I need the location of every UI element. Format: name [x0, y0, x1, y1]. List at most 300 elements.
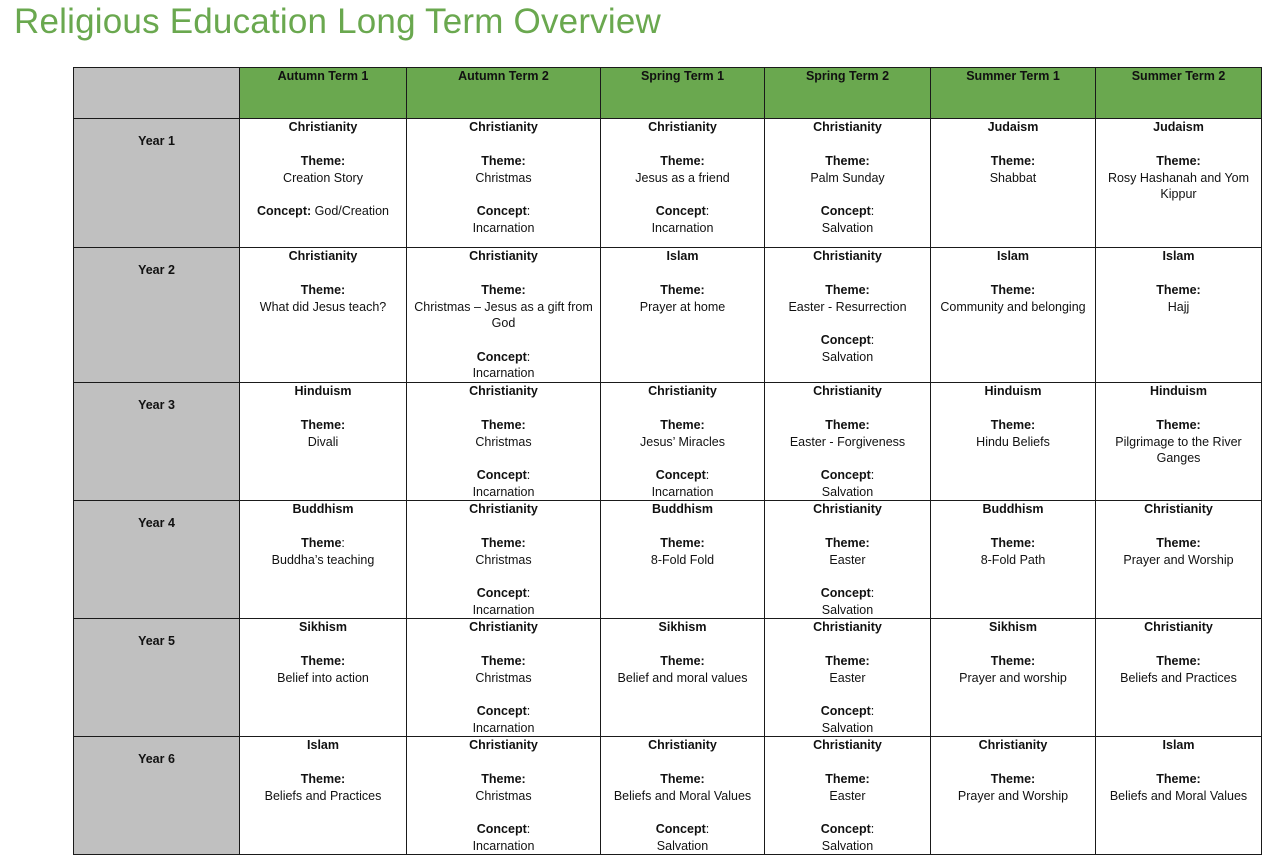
- spacer: [410, 400, 597, 417]
- term-cell: [1096, 383, 1262, 501]
- theme-value: Christmas: [475, 170, 532, 185]
- concept-heading: [410, 467, 597, 484]
- term-cell: [407, 383, 601, 501]
- concept-value: Salvation: [821, 838, 874, 853]
- theme-value: Beliefs and Moral Values: [1109, 788, 1248, 803]
- concept-value: Salvation: [821, 220, 874, 235]
- theme-heading: [410, 153, 597, 170]
- theme-heading: [243, 417, 403, 434]
- concept-label: Concept: [655, 204, 706, 218]
- term-cell: [931, 501, 1096, 619]
- religion-name: Buddhism: [651, 502, 714, 516]
- concept-value: Salvation: [821, 720, 874, 735]
- religion-name: Christianity: [648, 384, 717, 398]
- theme-heading: [243, 282, 403, 299]
- column-header: Spring Term 1: [601, 68, 765, 119]
- concept-colon: :: [705, 822, 710, 836]
- concept-label: Concept: [476, 822, 527, 836]
- theme-value: Shabbat: [989, 170, 1037, 185]
- spacer: [243, 518, 403, 535]
- concept-label: Concept: [820, 704, 871, 718]
- term-cell: [601, 619, 765, 737]
- theme-label: Theme:: [481, 772, 526, 786]
- theme-value: Beliefs and Practices: [264, 788, 382, 803]
- concept-value: Incarnation: [472, 602, 535, 617]
- theme-label: Theme:: [660, 772, 705, 786]
- theme-heading: [410, 771, 597, 788]
- spacer: [243, 754, 403, 771]
- theme-label: Theme:: [660, 418, 705, 432]
- term-cell: [240, 619, 407, 737]
- spacer: [768, 450, 927, 467]
- year-label: Year 6: [74, 737, 240, 855]
- spacer: [604, 136, 761, 153]
- theme-heading: [604, 153, 761, 170]
- concept-heading: [768, 703, 927, 720]
- religion-name: Sikhism: [658, 620, 707, 634]
- religion-name: Christianity: [469, 502, 538, 516]
- concept-colon: :: [526, 349, 531, 364]
- theme-label: Theme:: [825, 283, 870, 297]
- theme-value: Easter: [829, 552, 866, 567]
- theme-value: Christmas: [475, 670, 532, 685]
- theme-heading: [410, 653, 597, 670]
- concept-label: Concept: [820, 822, 871, 836]
- concept-value: Incarnation: [472, 366, 535, 380]
- religion-name: Christianity: [288, 249, 358, 263]
- concept-value: Salvation: [821, 602, 874, 617]
- spacer: [604, 754, 761, 771]
- table-row: [74, 619, 1262, 737]
- term-cell: [765, 737, 931, 855]
- spacer: [1099, 636, 1258, 653]
- theme-value: Belief and moral values: [617, 670, 748, 685]
- spacer: [768, 568, 927, 585]
- concept-heading: [410, 203, 597, 220]
- concept-heading: [604, 203, 761, 220]
- term-cell: [240, 119, 407, 248]
- religion-name: Christianity: [813, 502, 882, 516]
- year-label: Year 5: [74, 619, 240, 737]
- concept-heading: [410, 349, 597, 366]
- theme-value: Christmas – Jesus as a gift from God: [414, 299, 593, 330]
- religion-name: Christianity: [813, 120, 882, 134]
- spacer: [1099, 754, 1258, 771]
- theme-heading: [1099, 653, 1258, 670]
- theme-value: Community and belonging: [940, 299, 1086, 314]
- term-cell: [601, 501, 765, 619]
- spacer: [934, 518, 1092, 535]
- theme-label: Theme:: [990, 418, 1036, 432]
- concept-label: Concept:: [256, 204, 312, 218]
- theme-value: Beliefs and Practices: [1120, 670, 1237, 685]
- column-header: Spring Term 2: [765, 68, 931, 119]
- concept-colon: :: [870, 822, 875, 836]
- theme-value: Christmas: [475, 788, 532, 803]
- theme-heading: [934, 535, 1092, 552]
- spacer: [243, 186, 403, 203]
- theme-label: Theme:: [1156, 772, 1201, 786]
- religion-name: Buddhism: [982, 502, 1044, 516]
- spacer: [768, 518, 927, 535]
- religion-name: Hinduism: [1150, 384, 1207, 398]
- theme-value: Palm Sunday: [810, 170, 885, 185]
- concept-label: Concept: [820, 333, 871, 347]
- concept-colon: :: [705, 468, 710, 482]
- concept-heading: [410, 821, 597, 838]
- term-cell: [601, 383, 765, 501]
- column-header: Summer Term 1: [931, 68, 1096, 119]
- theme-heading: [1099, 417, 1258, 434]
- term-cell: [407, 119, 601, 248]
- concept-label: Concept: [820, 586, 871, 600]
- concept-heading: [768, 332, 927, 349]
- theme-label: Theme:: [300, 283, 346, 297]
- theme-label: Theme:: [825, 154, 870, 168]
- theme-value: Buddha’s teaching: [271, 552, 375, 567]
- concept-value: Incarnation: [472, 720, 535, 735]
- spacer: [768, 754, 927, 771]
- concept-heading: [768, 821, 927, 838]
- concept-value: Incarnation: [472, 838, 535, 853]
- concept-value: Salvation: [821, 484, 874, 499]
- theme-heading: [604, 771, 761, 788]
- concept-colon: :: [870, 704, 875, 718]
- spacer: [768, 686, 927, 703]
- spacer: [768, 636, 927, 653]
- concept-value: Incarnation: [472, 484, 535, 499]
- religion-name: Christianity: [813, 249, 882, 263]
- term-cell: [240, 501, 407, 619]
- theme-label: Theme:: [660, 536, 705, 550]
- concept-heading: [410, 585, 597, 602]
- religion-name: Christianity: [978, 738, 1048, 752]
- term-cell: [1096, 248, 1262, 383]
- term-cell: [1096, 119, 1262, 248]
- theme-label: Theme:: [825, 536, 870, 550]
- concept-colon: :: [870, 468, 875, 482]
- concept-label: Concept: [476, 704, 527, 718]
- theme-heading: [243, 653, 403, 670]
- theme-heading: [243, 535, 403, 552]
- theme-heading: [934, 153, 1092, 170]
- theme-label: Theme:: [481, 283, 526, 297]
- term-cell: [240, 248, 407, 383]
- term-cell: [765, 119, 931, 248]
- theme-label: Theme:: [660, 654, 705, 668]
- theme-heading: [768, 535, 927, 552]
- concept-value: God/Creation: [314, 204, 389, 218]
- theme-label: Theme:: [481, 536, 526, 550]
- theme-label: Theme:: [1156, 154, 1201, 168]
- concept-label: Concept: [820, 204, 871, 218]
- concept-colon: :: [526, 586, 531, 600]
- theme-heading: [1099, 535, 1258, 552]
- religion-name: Christianity: [469, 120, 538, 134]
- concept-colon: :: [526, 468, 531, 482]
- theme-value: Jesus as a friend: [635, 170, 730, 185]
- theme-label: Theme:: [300, 154, 346, 168]
- term-cell: [1096, 501, 1262, 619]
- religion-name: Judaism: [987, 120, 1039, 134]
- theme-label: Theme:: [481, 418, 526, 432]
- religion-name: Sikhism: [989, 620, 1037, 634]
- theme-value: Divali: [307, 434, 339, 449]
- spacer: [243, 136, 403, 153]
- theme-heading: [1099, 771, 1258, 788]
- theme-value: Easter: [829, 670, 866, 685]
- year-label: Year 2: [74, 248, 240, 383]
- concept-heading: [410, 703, 597, 720]
- concept-label: Concept: [476, 349, 527, 364]
- year-label: Year 4: [74, 501, 240, 619]
- column-header: Summer Term 2: [1096, 68, 1262, 119]
- theme-colon: :: [341, 536, 345, 550]
- concept-heading: [604, 467, 761, 484]
- term-cell: [931, 248, 1096, 383]
- theme-heading: [604, 653, 761, 670]
- concept-label: Concept: [476, 204, 527, 218]
- theme-label: Theme:: [990, 772, 1036, 786]
- theme-value: Prayer at home: [639, 299, 726, 314]
- theme-heading: [1099, 282, 1258, 299]
- religion-name: Christianity: [469, 738, 538, 752]
- concept-value: Incarnation: [651, 484, 714, 499]
- term-cell: [407, 737, 601, 855]
- concept-colon: :: [526, 204, 531, 218]
- religion-name: Islam: [997, 249, 1029, 263]
- concept-label: Concept: [476, 468, 527, 482]
- term-cell: [765, 248, 931, 383]
- term-cell: [931, 119, 1096, 248]
- theme-label: Theme:: [990, 154, 1036, 168]
- header-row: [74, 68, 1262, 119]
- theme-label: Theme:: [990, 536, 1036, 550]
- theme-label: Theme: [301, 536, 342, 550]
- spacer: [1099, 265, 1258, 282]
- theme-heading: [604, 535, 761, 552]
- theme-label: Theme:: [481, 654, 526, 668]
- religion-name: Sikhism: [299, 620, 347, 634]
- theme-value: Hajj: [1167, 299, 1190, 314]
- theme-heading: [410, 417, 597, 434]
- theme-value: Easter: [829, 788, 866, 803]
- theme-label: Theme:: [481, 154, 526, 168]
- concept-value: Incarnation: [472, 220, 535, 235]
- spacer: [1099, 518, 1258, 535]
- theme-heading: [768, 771, 927, 788]
- spacer: [410, 568, 597, 585]
- term-cell: [240, 737, 407, 855]
- theme-heading: [934, 282, 1092, 299]
- spacer: [410, 186, 597, 203]
- theme-value: Beliefs and Moral Values: [613, 788, 752, 803]
- term-cell: [601, 737, 765, 855]
- theme-heading: [934, 417, 1092, 434]
- theme-value: Christmas: [475, 552, 532, 567]
- page-title: Religious Education Long Term Overview: [14, 2, 661, 41]
- religion-name: Christianity: [813, 738, 882, 752]
- theme-value: Pilgrimage to the River Ganges: [1115, 434, 1242, 465]
- theme-label: Theme:: [300, 654, 346, 668]
- spacer: [768, 315, 927, 332]
- religion-name: Buddhism: [292, 502, 354, 516]
- religion-name: Hinduism: [984, 384, 1042, 398]
- concept-heading: [604, 821, 761, 838]
- theme-value: Prayer and Worship: [1123, 552, 1234, 567]
- spacer: [410, 686, 597, 703]
- concept-colon: :: [705, 204, 710, 218]
- term-cell: [240, 383, 407, 501]
- concept-line: [243, 203, 403, 220]
- theme-label: Theme:: [300, 772, 346, 786]
- religion-name: Islam: [1162, 738, 1195, 752]
- term-cell: [407, 248, 601, 383]
- religion-name: Christianity: [469, 384, 538, 398]
- concept-label: Concept: [820, 468, 871, 482]
- religion-name: Hinduism: [294, 384, 352, 398]
- spacer: [410, 804, 597, 821]
- theme-heading: [934, 771, 1092, 788]
- spacer: [243, 265, 403, 282]
- concept-label: Concept: [476, 586, 527, 600]
- theme-label: Theme:: [1156, 654, 1201, 668]
- spacer: [604, 804, 761, 821]
- column-header: Autumn Term 1: [240, 68, 407, 119]
- term-cell: [407, 501, 601, 619]
- religion-name: Islam: [666, 249, 699, 263]
- concept-value: Salvation: [656, 838, 709, 853]
- term-cell: [601, 119, 765, 248]
- term-cell: [765, 383, 931, 501]
- table-row: [74, 501, 1262, 619]
- theme-heading: [410, 282, 597, 299]
- theme-value: Prayer and worship: [959, 670, 1067, 685]
- religion-name: Christianity: [813, 620, 882, 634]
- year-label: Year 1: [74, 119, 240, 248]
- theme-label: Theme:: [990, 283, 1036, 297]
- term-cell: [1096, 619, 1262, 737]
- theme-label: Theme:: [1156, 283, 1201, 297]
- theme-heading: [243, 153, 403, 170]
- spacer: [243, 636, 403, 653]
- spacer: [604, 265, 761, 282]
- spacer: [934, 754, 1092, 771]
- concept-label: Concept: [655, 468, 706, 482]
- theme-heading: [768, 417, 927, 434]
- theme-label: Theme:: [660, 154, 705, 168]
- theme-value: Christmas: [475, 434, 532, 449]
- religion-name: Islam: [307, 738, 339, 752]
- spacer: [410, 636, 597, 653]
- theme-value: Prayer and Worship: [957, 788, 1069, 803]
- theme-label: Theme:: [1156, 418, 1201, 432]
- theme-heading: [768, 653, 927, 670]
- spacer: [934, 265, 1092, 282]
- theme-value: Creation Story: [283, 170, 363, 185]
- religion-name: Judaism: [1153, 120, 1204, 134]
- spacer: [768, 136, 927, 153]
- term-cell: [931, 737, 1096, 855]
- spacer: [410, 265, 597, 282]
- theme-label: Theme:: [1156, 536, 1201, 550]
- theme-heading: [768, 153, 927, 170]
- term-cell: [765, 619, 931, 737]
- religion-name: Christianity: [469, 620, 538, 634]
- concept-value: Incarnation: [651, 220, 714, 235]
- theme-value: Easter - Resurrection: [788, 299, 907, 314]
- term-cell: [931, 619, 1096, 737]
- spacer: [243, 400, 403, 417]
- religion-name: Christianity: [469, 249, 538, 263]
- theme-heading: [243, 771, 403, 788]
- spacer: [934, 136, 1092, 153]
- spacer: [768, 400, 927, 417]
- spacer: [604, 450, 761, 467]
- theme-value: Hindu Beliefs: [976, 434, 1050, 449]
- concept-colon: :: [526, 704, 531, 718]
- theme-value: Easter - Forgiveness: [789, 434, 906, 449]
- concept-colon: :: [870, 586, 875, 600]
- theme-heading: [604, 417, 761, 434]
- theme-label: Theme:: [825, 654, 870, 668]
- corner-cell: [74, 68, 240, 119]
- concept-value: Salvation: [821, 349, 874, 364]
- spacer: [604, 400, 761, 417]
- theme-value: What did Jesus teach?: [259, 299, 387, 314]
- theme-heading: [410, 535, 597, 552]
- year-label: Year 3: [74, 383, 240, 501]
- theme-heading: [768, 282, 927, 299]
- theme-label: Theme:: [825, 418, 870, 432]
- concept-heading: [768, 467, 927, 484]
- spacer: [934, 636, 1092, 653]
- table-row: [74, 737, 1262, 855]
- spacer: [410, 450, 597, 467]
- table-row: [74, 383, 1262, 501]
- theme-value: 8-Fold Path: [980, 552, 1046, 567]
- spacer: [768, 804, 927, 821]
- theme-heading: [934, 653, 1092, 670]
- spacer: [604, 186, 761, 203]
- spacer: [604, 636, 761, 653]
- column-header: Autumn Term 2: [407, 68, 601, 119]
- religion-name: Christianity: [288, 120, 358, 134]
- spacer: [768, 186, 927, 203]
- concept-colon: :: [870, 204, 875, 218]
- concept-heading: [768, 203, 927, 220]
- concept-colon: :: [870, 333, 875, 347]
- overview-table: [73, 67, 1262, 855]
- religion-name: Christianity: [648, 120, 717, 134]
- spacer: [410, 518, 597, 535]
- religion-name: Christianity: [648, 738, 717, 752]
- theme-value: Rosy Hashanah and Yom Kippur: [1107, 170, 1250, 201]
- theme-label: Theme:: [990, 654, 1036, 668]
- table-row: [74, 248, 1262, 383]
- concept-colon: :: [526, 822, 531, 836]
- religion-name: Christianity: [1144, 502, 1213, 516]
- term-cell: [601, 248, 765, 383]
- spacer: [410, 754, 597, 771]
- spacer: [934, 400, 1092, 417]
- theme-label: Theme:: [660, 283, 705, 297]
- spacer: [1099, 136, 1258, 153]
- spacer: [604, 518, 761, 535]
- spacer: [768, 265, 927, 282]
- religion-name: Christianity: [813, 384, 882, 398]
- concept-label: Concept: [655, 822, 706, 836]
